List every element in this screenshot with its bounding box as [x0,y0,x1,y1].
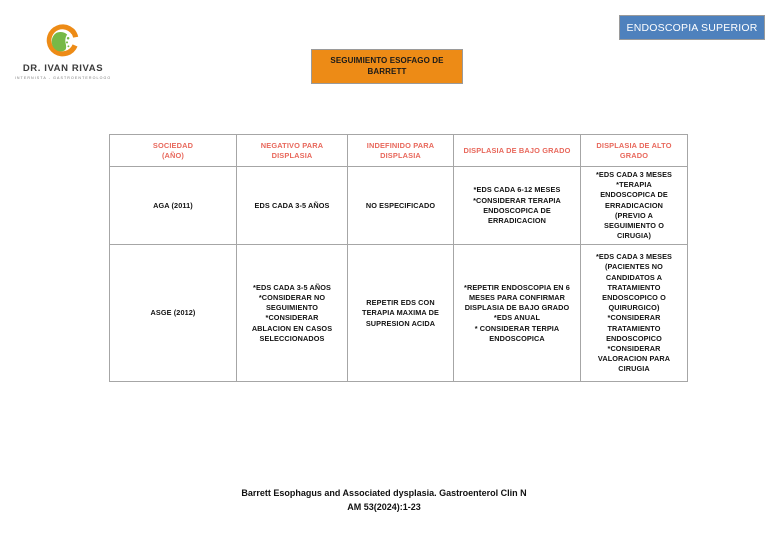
endoscopia-superior-badge [619,15,765,40]
cell-text-line: TRATAMIENTO [607,323,661,333]
cell-text-line: SUPRESION ACIDA [365,318,436,328]
cell-text-line: VALORACION PARA [597,354,671,364]
cell-text-line: EDS CADA 3-5 AÑOS [254,200,330,210]
cell-text-line: ENDOSCOPICO [606,333,662,343]
stomach-logo-icon [43,22,83,62]
column-header-indefinido [348,135,454,167]
cell-bajo-grado [454,167,581,245]
table-row [110,167,688,245]
source-citation-line1: Barrett Esophagus and Associated dysplasia. Gastroenterol Clin N [241,488,527,498]
cell-text-line: ABLACION EN CASOS [251,323,333,333]
cell-negativo [237,167,348,245]
cell-text-line: SELECCIONADOS [259,333,325,343]
cell-text-line: * CONSIDERAR TERPIA [474,323,560,333]
cell-text-line: REPETIR EDS CON [366,298,435,308]
cell-text-line: *CONSIDERAR NO [258,293,326,303]
clinic-logo-tagline: INTERNISTA - GASTROENTEROLOGO [14,76,112,81]
slide-title-line2: BARRETT [367,66,407,76]
cell-text-line: *TERAPIA [616,180,652,190]
cell-text-line: *CONSIDERAR TERAPIA [473,195,561,205]
cell-text-line: *REPETIR ENDOSCOPIA EN 6 [464,282,570,292]
cell-text-line: TERAPIA MAXIMA DE [362,308,439,318]
column-header-alto-grado-line2: GRADO [619,150,649,160]
cell-text-line: ERRADICACION [605,200,663,210]
cell-text-line: AGA (2011) [153,200,193,210]
slide-title-line1: SEGUIMIENTO ESOFAGO DE [330,55,444,65]
column-header-alto-grado-line1: DISPLASIA DE ALTO [596,140,672,150]
endoscopia-superior-label: ENDOSCOPIA SUPERIOR [626,21,758,34]
table-row [110,245,688,382]
source-citation-line2: AM 53(2024):1-23 [347,501,421,512]
cell-text-line: (PACIENTES NO [605,262,663,272]
cell-text-line: DISPLASIA DE BAJO GRADO [464,303,570,313]
cell-text-line: ENDOSCOPICO O [602,293,666,303]
barrett-surveillance-table [109,134,688,382]
table-header-row [110,135,688,167]
cell-text-line: ENDOSCOPICA [489,333,545,343]
column-header-negativo-line2: DISPLASIA [271,150,313,160]
cell-text-line: CIRUGIA [618,364,650,374]
cell-text-line: ERRADICACION [488,215,546,225]
cell-text-line: *EDS CADA 6-12 MESES [473,185,561,195]
cell-text-line: ENDOSCOPICA DE [483,205,551,215]
cell-text-line: SEGUIMIENTO O [604,221,664,231]
cell-text-line: *EDS ANUAL [493,313,541,323]
column-header-sociedad-line1: SOCIEDAD [152,140,194,150]
cell-indefinido [348,245,454,382]
clinic-logo-name: DR. IVAN RIVAS [22,63,104,74]
clinic-logo [8,22,118,80]
cell-indefinido [348,167,454,245]
column-header-sociedad [110,135,237,167]
cell-text-line: *CONSIDERAR [607,313,661,323]
column-header-indefinido-line1: INDEFINIDO PARA [366,140,435,150]
cell-text-line: MESES PARA CONFIRMAR [468,293,566,303]
column-header-bajo-grado-line1: DISPLASIA DE BAJO GRADO [463,145,571,155]
cell-text-line: ENDOSCOPICA DE [600,190,668,200]
cell-text-line: *EDS CADA 3-5 AÑOS [253,282,331,292]
cell-sociedad [110,245,237,382]
cell-text-line: *CONSIDERAR [265,313,319,323]
cell-text-line: (PREVIO A [615,210,653,220]
slide-title-box [311,49,463,84]
cell-text-line: TRATAMIENTO [607,282,661,292]
cell-text-line: CANDIDATOS A [605,272,663,282]
cell-alto-grado [581,167,688,245]
cell-bajo-grado [454,245,581,382]
column-header-alto-grado [581,135,688,167]
column-header-negativo [237,135,348,167]
cell-text-line: QUIRURGICO) [608,303,660,313]
column-header-indefinido-line2: DISPLASIA [380,150,421,160]
cell-text-line: SEGUIMIENTO [265,303,319,313]
cell-text-line: ASGE (2012) [150,308,196,318]
source-citation [0,487,768,515]
cell-text-line: *CONSIDERAR [607,344,661,354]
cell-negativo [237,245,348,382]
column-header-negativo-line1: NEGATIVO PARA [260,140,324,150]
cell-alto-grado [581,245,688,382]
column-header-bajo-grado [454,135,581,167]
cell-text-line: *EDS CADA 3 MESES [595,252,673,262]
cell-text-line: NO ESPECIFICADO [365,200,436,210]
column-header-sociedad-line2: (AÑO) [161,150,185,160]
cell-text-line: CIRUGIA) [616,231,652,241]
cell-sociedad [110,167,237,245]
cell-text-line: *EDS CADA 3 MESES [595,170,673,179]
